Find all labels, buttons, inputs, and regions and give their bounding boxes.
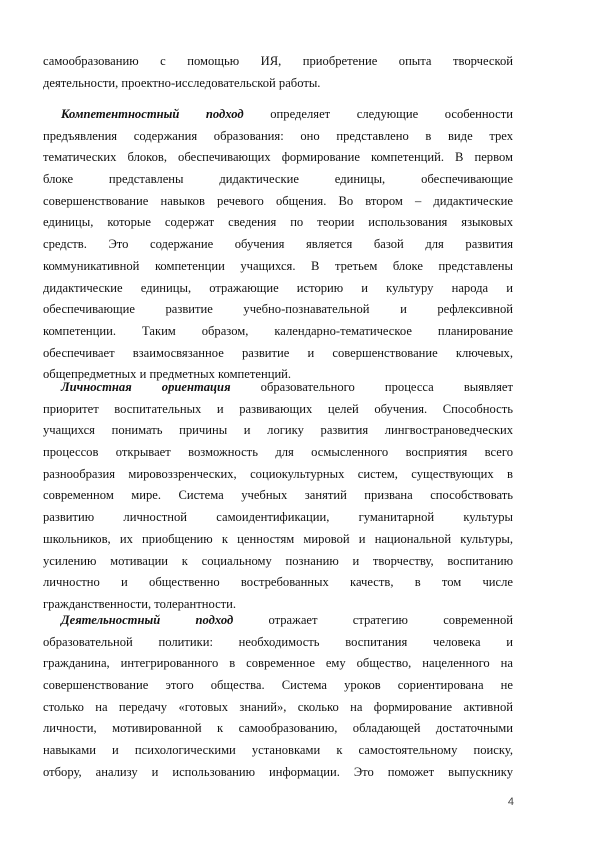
text-line: личностно и общественно востребованных качеств, в том числе — [43, 575, 513, 590]
text-line: деятельности, проектно-исследовательской работы. — [43, 75, 321, 90]
text-line: гражданина, интегрированного в современное ему общество, нацеленного на — [43, 656, 513, 671]
paragraph-competence-approach — [43, 104, 513, 386]
paragraph-personal-orientation — [43, 377, 513, 616]
text-line: самообразованию с помощью ИЯ, приобретение опыта творческой — [43, 54, 513, 68]
text-line: личности, мотивированной к самообразованию, обладающей достаточными — [43, 721, 513, 736]
first-line-rest: образовательного процесса выявляет — [260, 380, 513, 394]
text-line: отбору, анализу и использованию информации. Это поможет выпускнику — [43, 764, 513, 779]
paragraph-continuation — [43, 51, 513, 94]
text-line: совершенствование навыков речевого общения. Во втором – дидактические — [43, 193, 513, 208]
text-line: обеспечивает взаимосвязанное развитие и совершенствование ключевых, — [43, 345, 513, 360]
text-line: учащихся понимать причины и логику развития лингвострановедческих — [43, 423, 513, 438]
text-line: единицы, которые содержат сведения по теории использования языковых — [43, 215, 513, 230]
text-line: усилению мотивации к социальному познанию и творчеству, воспитанию — [43, 553, 513, 568]
text-line: дидактические единицы, отражающие историю и культуру народа и — [43, 280, 513, 295]
text-line: современном мире. Система учебных занятий призвана способствовать — [43, 488, 513, 503]
term-activity-approach: Деятельностный подход — [61, 613, 234, 627]
text-line: предъявления содержания образования: оно представлено в виде трех — [43, 128, 513, 143]
text-line: образовательной политики: необходимость воспитания человека и — [43, 634, 513, 649]
term-competence-approach: Компетентностный подход — [61, 107, 244, 121]
text-line: совершенствование этого общества. Система уроков сориентирована не — [43, 678, 513, 693]
text-line: коммуникативной компетенции учащихся. В третьем блоке представлены — [43, 258, 513, 273]
text-line: разнообразия мировоззренческих, социокультурных систем, существующих в — [43, 466, 513, 481]
text-line: блоке представлены дидактические единицы, обеспечивающие — [43, 172, 513, 187]
paragraph-first-line — [43, 377, 513, 399]
text-line: навыками и психологическими установками к самостоятельному поиску, — [43, 743, 513, 758]
first-line-rest: отражает стратегию современной — [268, 613, 513, 627]
text-line: гражданственности, толерантности. — [43, 596, 237, 611]
text-line: развитию личностной самоидентификации, гуманитарной культуры — [43, 510, 513, 525]
text-line: компетенции. Таким образом, календарно-тематическое планирование — [43, 323, 513, 338]
text-line: процессов открывает возможность для осмысленного восприятия всего — [43, 445, 513, 460]
text-line: средств. Это содержание обучения является базой для развития — [43, 237, 513, 252]
text-line: тематических блоков, обеспечивающих формирование компетенций. В первом — [43, 150, 513, 165]
text-line: общепредметных и предметных компетенций. — [43, 367, 292, 382]
first-line-rest: определяет следующие особенности — [270, 107, 513, 121]
text-line: приоритет воспитательных и развивающих целей обучения. Способность — [43, 401, 513, 416]
paragraph-first-line — [43, 610, 513, 632]
paragraph-activity-approach — [43, 610, 513, 784]
text-line: обеспечивающие развитие учебно-познавательной и рефлексивной — [43, 302, 513, 317]
page-number: 4 — [507, 796, 514, 808]
paragraph-first-line — [43, 104, 513, 126]
text-line: столько на передачу «готовых знаний», сколько на формирование активной — [43, 699, 513, 714]
text-line: школьников, их приобщению к ценностям мировой и национальной культуры, — [43, 531, 513, 546]
term-personal-orientation: Личностная ориентация — [61, 380, 231, 394]
